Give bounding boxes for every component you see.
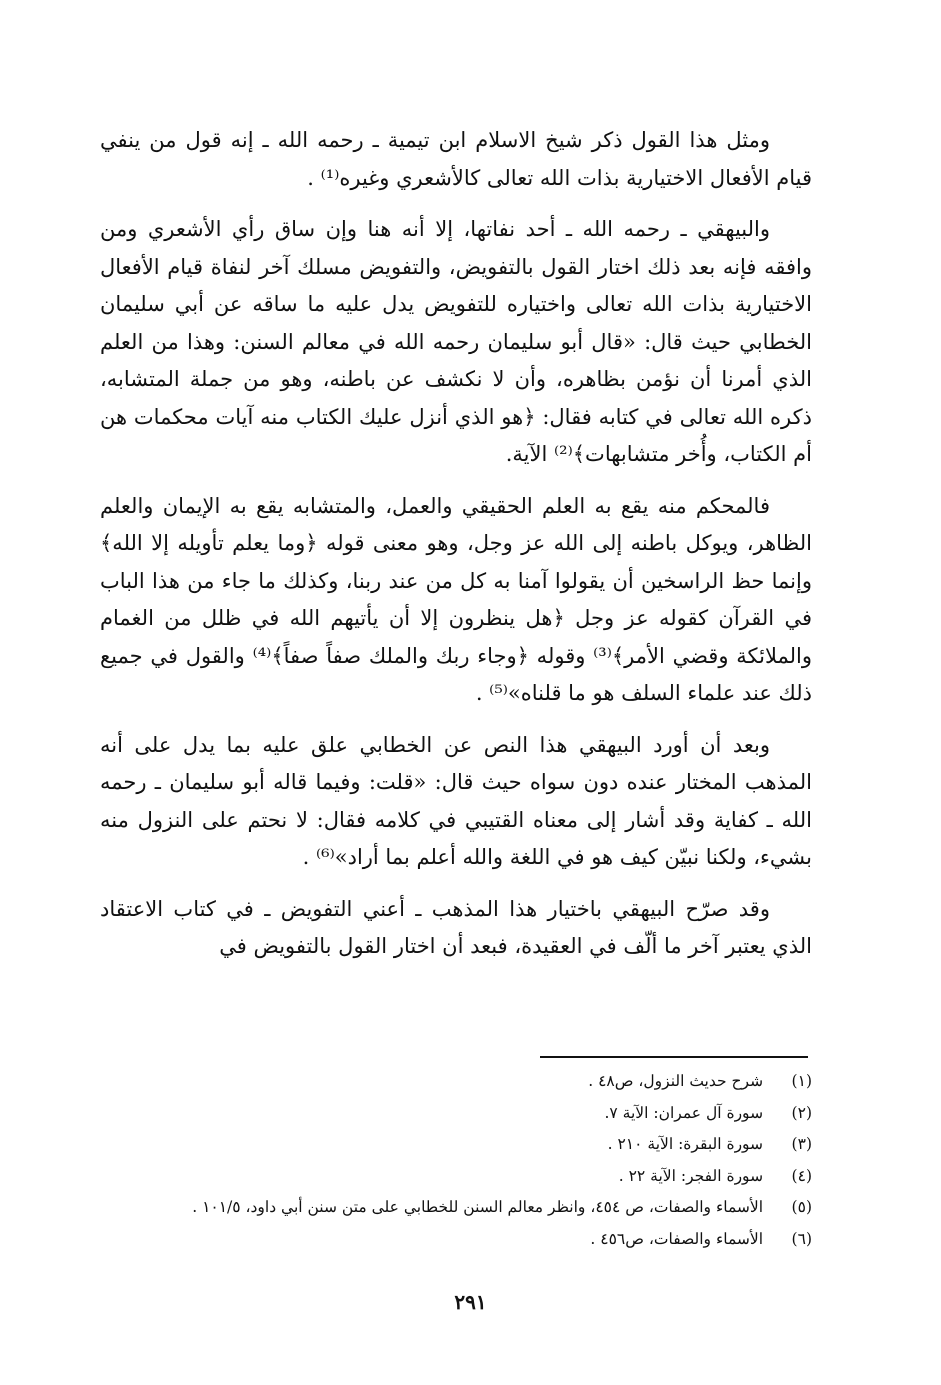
page-number: ٢٩١ bbox=[454, 1290, 487, 1314]
paragraph-5: وقد صرّح البيهقي باختيار هذا المذهب ـ أعني التفويض ـ في كتاب الاعتقاد الذي يعتبر آخر ما ألّف في العقيدة، فبعد أن اختار القول بالتفويض في bbox=[100, 896, 812, 958]
footnote-1 bbox=[100, 1066, 812, 1098]
footnote-number: (٢) bbox=[791, 1103, 812, 1122]
paragraph-3: فالمحكم منه يقع به العلم الحقيقي والعمل، والمتشابه يقع به الإيمان والعلم الظاهر، ويوكل باطنه إلى الله عز وجل، وهو معنى قوله ﴿وما يعلم تأويله إلا الله﴾ وإنما حظ الراسخين أن يقولوا آمنا به كل من عند ربنا، وكذلك ما جاء من هذا الباب في القرآن كقوله عز وجل ﴿هل ينظرون إلا أن يأتيهم الله في ظلل من الغمام والملائكة وقضي الأمر﴾⁽³⁾ وقوله ﴿وجاء ربك والملك صفاً صفاً﴾⁽⁴⁾ والقول في جميع ذلك عند علماء السلف هو ما قلناه»⁽⁵⁾ . bbox=[100, 493, 812, 705]
footnote-text: الأسماء والصفات، ص٤٥٦ . bbox=[590, 1229, 764, 1248]
main-text bbox=[100, 122, 812, 980]
footnote-3 bbox=[100, 1129, 812, 1161]
footnote-number: (٣) bbox=[791, 1135, 812, 1153]
footnote-number: (٦) bbox=[791, 1229, 812, 1248]
paragraph-2: والبيهقي ـ رحمه الله ـ أحد نفاتها، إلا أنه هنا وإن ساق رأي الأشعري ومن وافقه فإنه بعد ذلك اختار القول بالتفويض، والتفويض مسلك آخر لنفاة قيام الأفعال الاختيارية بذات الله تعالى واختياره للتفويض يدل عليه ما ساقه عن أبي سليمان الخطابي حيث قال: «قال أبو سليمان رحمه الله في معالم السنن: وهذا من العلم الذي أمرنا أن نؤمن بظاهره، وأن لا نكشف عن باطنه، وهو من جملة المتشابه، ذكره الله تعالى في كتابه فقال: ﴿هو الذي أنزل عليك الكتاب منه آيات محكمات هن أم الكتاب، وأُخر متشابهات﴾⁽²⁾ الآية. bbox=[100, 217, 812, 466]
footnote-number: (٤) bbox=[791, 1166, 812, 1185]
footnote-number: (١) bbox=[791, 1072, 812, 1090]
footnote-4 bbox=[100, 1161, 812, 1193]
footnote-text: شرح حديث النزول، ص٤٨ . bbox=[588, 1072, 764, 1090]
footnote-text: الأسماء والصفات، ص ٤٥٤، وانظر معالم السنن للخطابي على متن سنن أبي داود، ١٠١/٥ . bbox=[192, 1198, 764, 1216]
footnote-6 bbox=[100, 1224, 812, 1256]
footnote-number: (٥) bbox=[791, 1198, 812, 1216]
paragraph-4: وبعد أن أورد البيهقي هذا النص عن الخطابي علق عليه بما يدل على أنه المذهب المختار عنده دون سواه حيث قال: «قلت: وفيما قاله أبو سليمان ـ رحمه الله ـ كفاية وقد أشار إلى معناه القتيبي في كلامه فقال: لا نحتم على النزول منه بشيء، ولكنا نبيّن كيف هو في اللغة والله أعلم بما أراد»⁽⁶⁾ . bbox=[100, 732, 812, 869]
footnote-separator bbox=[540, 1056, 808, 1058]
footnote-2 bbox=[100, 1098, 812, 1130]
footnote-text: سورة البقرة: الآية ٢١٠ . bbox=[607, 1135, 764, 1153]
footnotes bbox=[100, 1066, 812, 1255]
footnote-text: سورة آل عمران: الآية ٧. bbox=[604, 1103, 764, 1122]
footnote-text: سورة الفجر: الآية ٢٢ . bbox=[618, 1166, 764, 1185]
paragraph-1: ومثل هذا القول ذكر شيخ الاسلام ابن تيمية ـ رحمه الله ـ إنه قول من ينفي قيام الأفعال الاختيارية بذات الله تعالى كالأشعري وغيره⁽¹⁾ . bbox=[100, 128, 812, 190]
footnote-5 bbox=[100, 1192, 812, 1224]
